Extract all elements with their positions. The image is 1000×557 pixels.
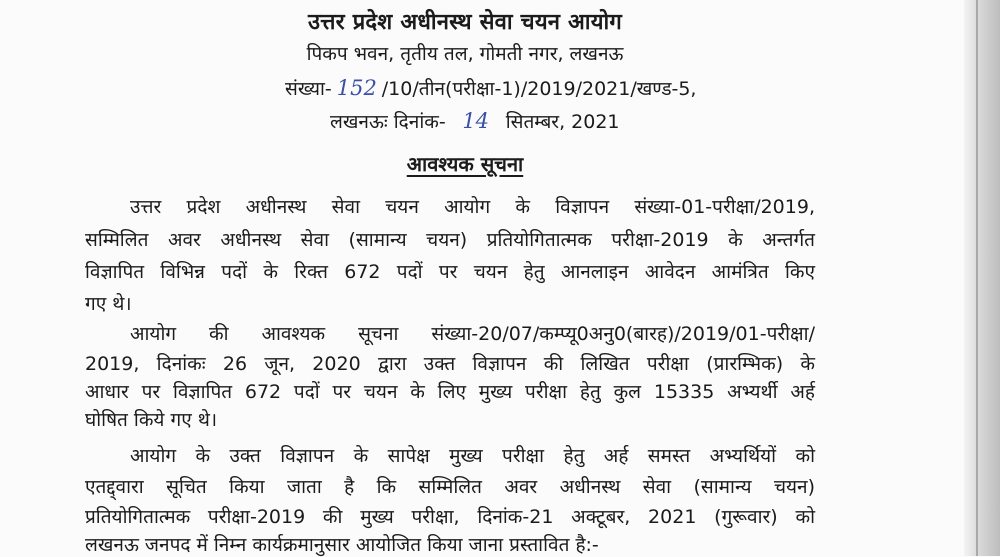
paragraph-line: सम्मिलित अवर अधीनस्थ सेवा (सामान्य चयन) प्रतियोगितात्मक परीक्षा-2019 के अन्तर्गत (85, 229, 815, 251)
date-prefix: लखनऊः दिनांक- (330, 111, 446, 133)
organization-address: पिकप भवन, तृतीय तल, गोमती नगर, लखनऊ (306, 43, 624, 65)
paragraph-line: लखनऊ जनपद में निम्न कार्यक्रमानुसार आयोजित किया जाना प्रस्तावित है:- (85, 534, 599, 556)
reference-suffix: /10/तीन(परीक्षा-1)/2019/2021/खण्ड-5, (381, 78, 697, 100)
handwritten-reference-number: 152 (336, 76, 377, 100)
handwritten-date-day: 14 (462, 109, 490, 133)
date-line (330, 108, 620, 134)
paragraph-line: एतद्द्वारा सूचित किया जाता है कि सम्मिलित अवर अधीनस्थ सेवा (सामान्य चयन) (85, 476, 815, 498)
organization-name: उत्तर प्रदेश अधीनस्थ सेवा चयन आयोग (307, 10, 622, 35)
paragraph-line: आयोग के उक्त विज्ञापन के सापेक्ष मुख्य परीक्षा हेतु अर्ह समस्त अभ्यर्थियों को (130, 445, 815, 467)
scan-edge-line (976, 0, 978, 556)
reference-prefix: संख्या- (285, 78, 332, 100)
paragraph-line: घोषित किये गए थे। (85, 409, 218, 431)
scan-edge-shadow (964, 0, 1000, 556)
notice-title-text: आवश्यक सूचना (406, 152, 524, 176)
paragraph-line: प्रतियोगितात्मक परीक्षा-2019 की मुख्य परीक्षा, दिनांक-21 अक्टूबर, 2021 (गुरूवार) को (85, 506, 815, 528)
paragraph-line: आयोग की आवश्यक सूचना संख्या-20/07/कम्प्यू0अनु0(बारह)/2019/01-परीक्षा/ (130, 323, 815, 345)
notice-title (0, 150, 930, 177)
reference-number-line (285, 75, 696, 101)
paragraph-line: गए थे। (85, 293, 132, 315)
paragraph-line: 2019, दिनांकः 26 जून, 2020 द्वारा उक्त विज्ञापन की लिखित परीक्षा (प्रारम्भिक) के (85, 353, 815, 375)
date-suffix: सितम्बर, 2021 (505, 111, 620, 133)
paragraph-line: आधार पर विज्ञापित 672 पदों पर चयन के लिए मुख्य परीक्षा हेतु कुल 15335 अभ्यर्थी अर्ह (85, 381, 815, 403)
paragraph-line: उत्तर प्रदेश अधीनस्थ सेवा चयन आयोग के विज्ञापन संख्या-01-परीक्षा/2019, (130, 196, 815, 218)
paragraph-line: विज्ञापित विभिन्न पदों के रिक्त 672 पदों पर चयन हेतु आनलाइन आवेदन आमंत्रित किए (85, 261, 815, 283)
